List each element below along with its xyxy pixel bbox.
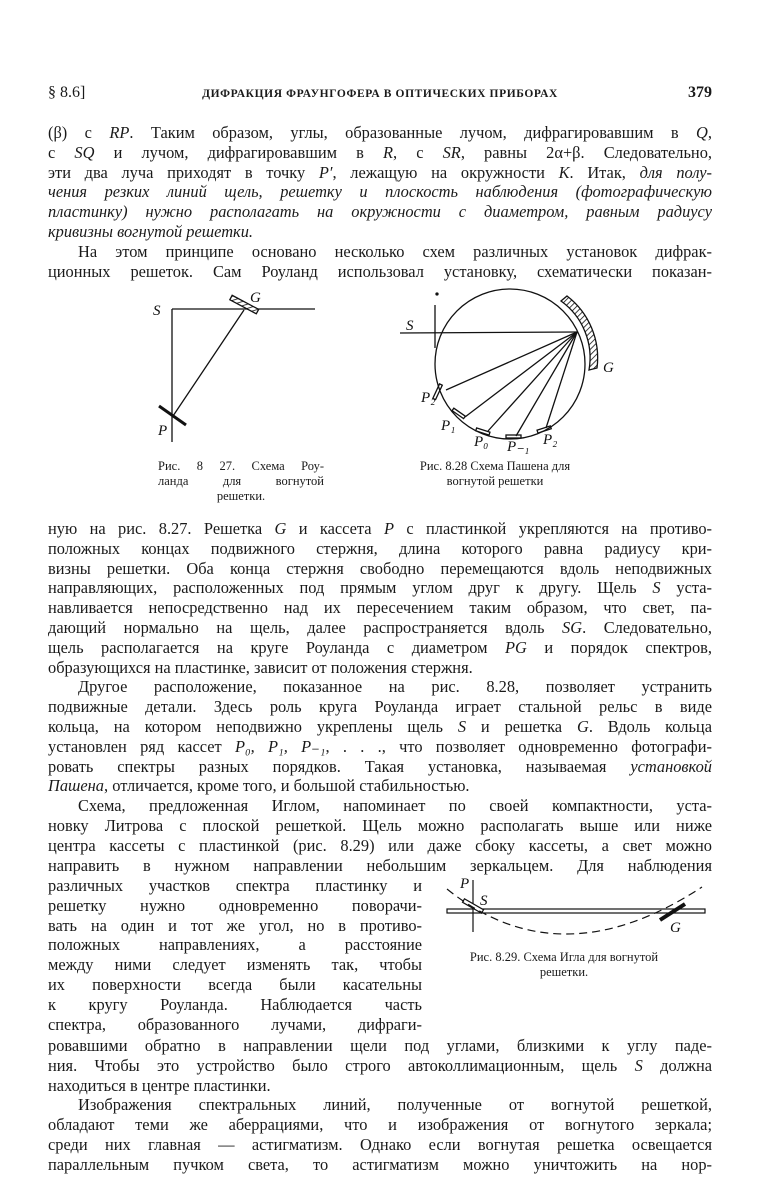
text-run: центра кассеты с пластинкой (рис. 8.29) или даже сбоку кассеты, а свет можно xyxy=(48,835,712,855)
fig828-label-p1: P₁ xyxy=(441,418,456,434)
italic-text: G xyxy=(576,716,589,736)
italic-text: кривизны вогнутой решетки. xyxy=(48,221,254,241)
fig827-label-s: S xyxy=(153,303,161,319)
italic-text: S xyxy=(457,716,467,736)
text-run: ровать спектры разных порядков. Такая установка, называемая xyxy=(48,756,631,776)
text-run: , лежащую на окружности xyxy=(332,162,559,182)
text-run: спектра, образованного лучами, дифраги- xyxy=(48,1014,422,1034)
italic-text: S xyxy=(634,1055,643,1075)
text-run: новку Литрова с плоской решеткой. Щель можно располагать выше или ниже xyxy=(48,815,712,835)
caption-line: решетки. xyxy=(539,965,589,979)
text-run: Изображения спектральных линий, полученные от вогнутой решеткой, xyxy=(78,1095,712,1115)
italic-text: для полу- xyxy=(639,162,712,182)
caption-line: решетки. xyxy=(216,489,266,503)
incident-ray xyxy=(400,332,577,333)
fig829-label-s: S xyxy=(480,893,488,909)
text-run: . Таким образом, углы, образованные лучом, дифрагировавшим в xyxy=(129,123,697,142)
rail xyxy=(447,909,705,913)
text-run: Схема, предложенная Иглом, напоминает по своей компактности, уста- xyxy=(78,796,712,816)
text-run: ровавшими обратно в направлении щели под углами, близкими к углу паде- xyxy=(48,1036,712,1055)
caption-line: Рис. 8 27. Схема Роу- xyxy=(158,459,324,473)
italic-text: SG xyxy=(562,617,583,637)
italic-text: SQ xyxy=(74,142,95,162)
text-run: среди них главная — астигматизм. Однако если вогнутая решетка освещается xyxy=(48,1134,712,1154)
fig827-label-p: P xyxy=(158,423,168,439)
figure-8-28-paschen-mount xyxy=(400,289,598,439)
grating-g xyxy=(660,904,685,920)
text-run: ную на рис. 8.27. Решетка xyxy=(48,519,275,538)
text-run: , отличается, кроме того, и большой стабильностью. xyxy=(104,776,470,796)
text-run: . Вдоль кольца xyxy=(588,716,712,736)
running-title: ДИФРАКЦИЯ ФРАУНГОФЕРА В ОПТИЧЕСКИХ ПРИБОРАХ xyxy=(202,88,558,100)
text-run: дающий нормально на щель, далее распространяется вдоль xyxy=(48,617,563,637)
text-run: образующихся на пластинке, зависит от положения стержня. xyxy=(48,657,473,677)
italic-text: P′ xyxy=(318,162,333,182)
fig828-label-p2-left: P₂ xyxy=(421,390,436,406)
text-run: уста- xyxy=(660,578,712,598)
text-run: к кругу Роуланда. Наблюдается часть xyxy=(48,994,422,1014)
fig828-label-pm1: P₋₁ xyxy=(507,439,530,455)
text-run: параллельным пучком света, то астигматизм можно уничтожить на нор- xyxy=(48,1154,712,1174)
italic-text: R xyxy=(382,142,393,162)
text-run: , с xyxy=(392,142,443,162)
italic-text: Пашена xyxy=(48,776,105,796)
text-run: , равны 2α+β. Следовательно, xyxy=(460,142,712,162)
text-run: находиться в центре пластинки. xyxy=(48,1075,271,1095)
text-run: , . . ., что позволяет одновременно фотографи- xyxy=(325,736,712,756)
italic-text: чения резких линий щель, решетку и плоскость наблюдения (фотографическую xyxy=(48,182,712,202)
italic-text: Q xyxy=(696,123,708,142)
text-run: и кассета xyxy=(286,519,384,538)
text-run: и порядок спектров, xyxy=(526,637,712,657)
text-run: с xyxy=(48,142,75,162)
italic-text: SR xyxy=(442,142,461,162)
italic-text: пластинку) нужно располагать на окружности с диаметром, равным радиусу xyxy=(48,202,712,222)
italic-text: RP xyxy=(109,123,130,142)
caption-line: ланда для вогнутой xyxy=(158,474,324,488)
figure-8-27-caption xyxy=(158,459,324,504)
figure-8-29-caption xyxy=(438,950,690,980)
text-run: с пластинкой укрепляются на противо- xyxy=(393,519,712,538)
italic-text: G xyxy=(274,519,287,538)
italic-text: S xyxy=(652,578,661,598)
text-run: , xyxy=(707,123,712,142)
fig827-label-g: G xyxy=(250,290,261,306)
text-run: направляющих, расположенных под прямым углом друг к другу. Щель xyxy=(48,578,653,598)
fig829-label-p: P xyxy=(460,876,470,892)
italic-text: P xyxy=(383,519,394,538)
cassette-pm1 xyxy=(506,435,521,438)
text-run: Другое расположение, показанное на рис. 8.28, позволяет устранить xyxy=(78,677,712,697)
rod xyxy=(173,310,244,416)
italic-text: установкой xyxy=(630,756,712,776)
text-run: визны решетки. Оба конца стержня свободно перемещаются вдоль неподвижных xyxy=(48,558,712,578)
italic-text: P₀, P₁, P₋₁ xyxy=(234,736,326,756)
text-run: навливается непосредственно над их пересечением таким образом, что свет, па- xyxy=(48,598,712,618)
text-run: вать на один и тот же угол, но в противо- xyxy=(48,915,422,935)
fig828-label-g: G xyxy=(603,360,614,376)
caption-line: вогнутой решетки xyxy=(446,474,544,488)
figure-8-27-rowland-mount xyxy=(159,295,315,442)
caption-line: Рис. 8.29. Схема Игла для вогнутой xyxy=(469,950,659,964)
text-run: установлен ряд кассет xyxy=(48,736,235,756)
section-number: § 8.6] xyxy=(48,84,86,101)
fig828-label-p2-right: P₂ xyxy=(543,432,558,448)
text-run: ционных решеток. Сам Роуланд использовал установку, схематически показан- xyxy=(48,261,712,281)
text-run: . Итак, xyxy=(569,162,640,182)
fig828-label-s: S xyxy=(406,318,414,334)
text-run: кольца, на котором неподвижно укреплены щель xyxy=(48,716,458,736)
caption-line: Рис. 8.28 Схема Пашена для xyxy=(419,459,571,473)
text-run: На этом принципе основано несколько схем различных установок дифрак- xyxy=(78,241,712,261)
fig829-label-g: G xyxy=(670,920,681,936)
text-run: положных концах подвижного стержня, длина которого равна радиусу кри- xyxy=(48,538,712,558)
text-run: эти два луча приходят в точку xyxy=(48,162,319,182)
text-run: . Следовательно, xyxy=(582,617,712,637)
text-run: должна xyxy=(642,1055,712,1075)
text-run: обладают теми же аберрациями, что и изображения от вогнутого зеркала; xyxy=(48,1115,712,1135)
text-run: ния. Чтобы это устройство было строго автоколлимационным, щель xyxy=(48,1055,635,1075)
grating-arc xyxy=(561,296,598,370)
text-run: между ними следует изменять так, чтобы xyxy=(48,955,422,975)
text-run: и лучом, дифрагировавшим в xyxy=(94,142,383,162)
italic-text: PG xyxy=(505,637,527,657)
text-run: подвижные детали. Здесь роль круга Роуланда играет стальной рельс в виде xyxy=(48,697,712,717)
text-run: их поверхности всегда были касательны xyxy=(48,974,422,994)
text-run: направить в нужном направлении небольшим зеркальцем. Для наблюдения xyxy=(48,855,712,875)
text-run: и решетка xyxy=(466,716,577,736)
italic-text: K xyxy=(558,162,570,182)
text-run: решетку нужно одновременно поворачи- xyxy=(48,895,422,915)
text-run: щель располагается на круге Роуланда с диаметром xyxy=(48,637,506,657)
fig828-label-p0: P₀ xyxy=(474,434,489,450)
figure-8-28-caption xyxy=(400,459,590,489)
page-number: 379 xyxy=(688,84,712,101)
rowland-circle xyxy=(435,289,585,439)
text-run: (β) с xyxy=(48,123,110,142)
text-run: различных участков спектра пластинку и xyxy=(48,876,422,895)
text-run: положных направлениях, а расстояние xyxy=(48,935,422,955)
